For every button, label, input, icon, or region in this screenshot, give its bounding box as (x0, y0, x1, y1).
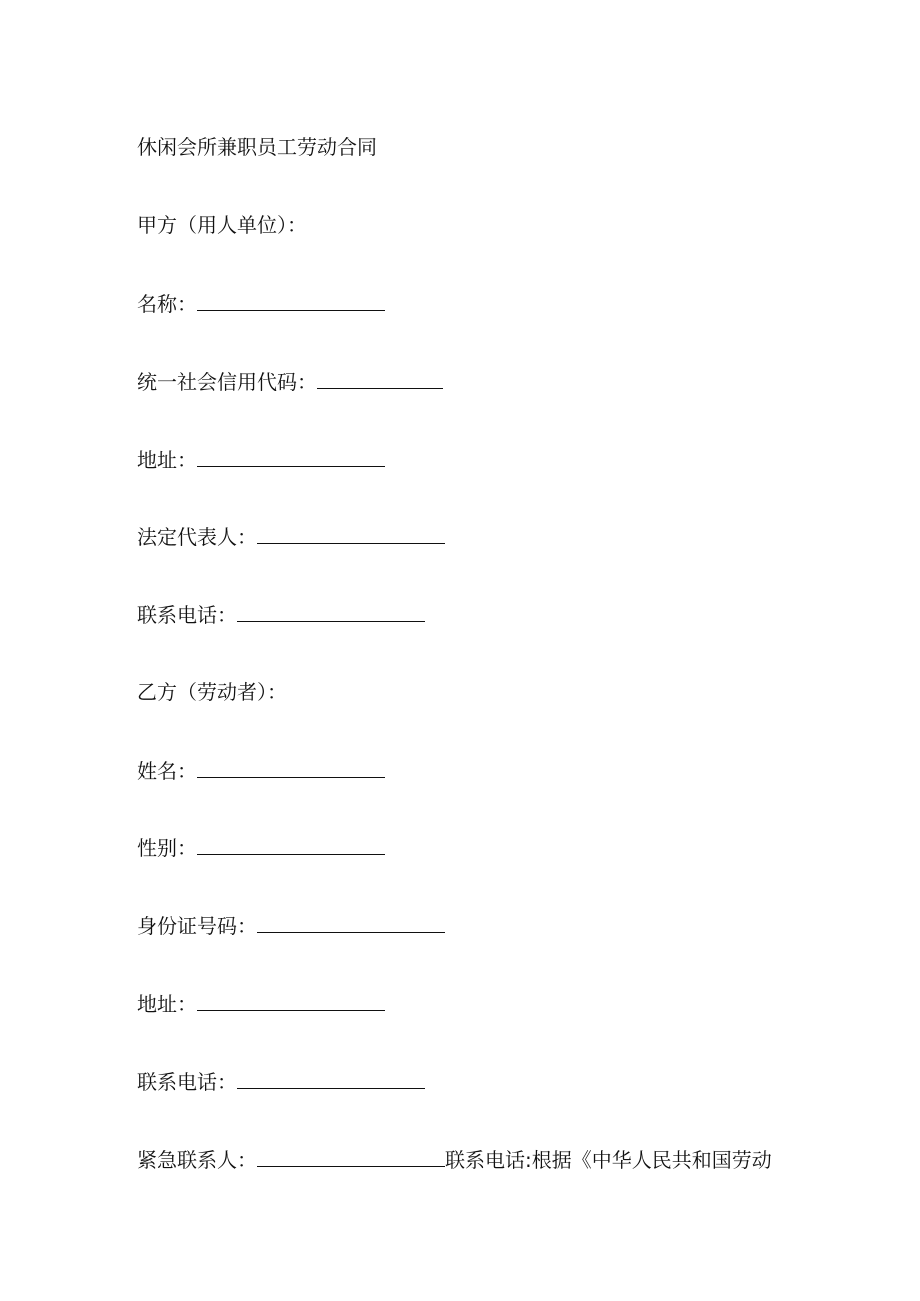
party-a-name-blank[interactable] (197, 290, 385, 311)
party-b-phone-row (137, 1068, 425, 1095)
party-a-name-label: 名称： (137, 292, 197, 316)
party-a-name-row (137, 290, 385, 317)
party-a-address-row (137, 446, 385, 473)
party-a-phone-row (137, 601, 425, 628)
party-a-address-blank[interactable] (197, 446, 385, 467)
party-b-emergency-label: 紧急联系人： (137, 1148, 257, 1172)
party-a-legal-rep-blank[interactable] (257, 523, 445, 544)
party-b-emergency-blank[interactable] (257, 1146, 445, 1167)
party-b-name-label: 姓名： (137, 759, 197, 783)
party-a-legal-rep-label: 法定代表人： (137, 525, 257, 549)
party-a-credit-code-blank[interactable] (317, 368, 443, 389)
party-a-heading: 甲方（用人单位）： (137, 213, 307, 237)
party-a-legal-rep-row (137, 523, 445, 550)
party-b-address-blank[interactable] (197, 990, 385, 1011)
party-b-address-label: 地址： (137, 992, 197, 1016)
party-b-heading: 乙方（劳动者）： (137, 680, 287, 704)
party-b-emergency-tail: 联系电话:根据《中华人民共和国劳动 (445, 1148, 772, 1172)
party-b-gender-label: 性别： (137, 836, 197, 860)
party-b-phone-blank[interactable] (237, 1068, 425, 1089)
party-a-phone-blank[interactable] (237, 601, 425, 622)
party-b-name-row (137, 757, 385, 784)
party-b-gender-row (137, 834, 385, 861)
document-title: 休闲会所兼职员工劳动合同 (137, 135, 377, 159)
party-b-emergency-row (137, 1146, 772, 1173)
party-a-address-label: 地址： (137, 448, 197, 472)
party-b-id-row (137, 912, 445, 939)
party-a-credit-code-row (137, 368, 443, 395)
party-b-id-label: 身份证号码： (137, 914, 257, 938)
party-b-id-blank[interactable] (257, 912, 445, 933)
party-b-gender-blank[interactable] (197, 834, 385, 855)
party-b-phone-label: 联系电话： (137, 1070, 237, 1094)
party-a-phone-label: 联系电话： (137, 603, 237, 627)
party-a-credit-code-label: 统一社会信用代码： (137, 370, 317, 394)
party-b-address-row (137, 990, 385, 1017)
party-b-name-blank[interactable] (197, 757, 385, 778)
